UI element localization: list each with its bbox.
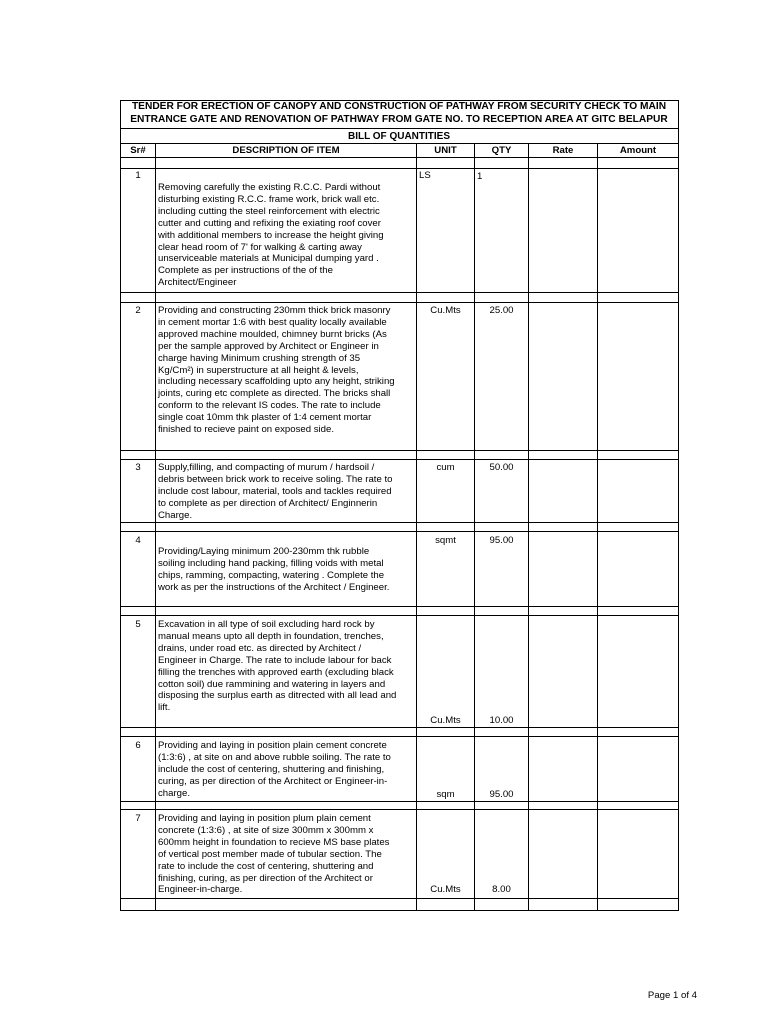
tender-title-line-2: ENTRANCE GATE AND RENOVATION OF PATHWAY FROM GATE NO. TO RECEPTION AREA AT GITC BELAPUR <box>130 113 668 125</box>
item-6-unit: sqm <box>436 789 455 800</box>
header-rate: Rate <box>552 145 574 156</box>
item-1-unit: LS <box>419 170 431 181</box>
item-5-sr: 5 <box>135 619 141 630</box>
item-7-qty: 8.00 <box>492 884 511 895</box>
tender-title-line-1: TENDER FOR ERECTION OF CANOPY AND CONSTRUCTION OF PATHWAY FROM SECURITY CHECK TO MAIN <box>131 101 667 112</box>
item-3-description: Supply,filling, and compacting of murum / hardsoil / debris between brick work to receive soling. The rate to include cost labour, material, tools and tackles required to complete as per direction of Architect/ Enginnerin Charge. <box>158 462 393 521</box>
item-5-qty: 10.00 <box>489 715 514 726</box>
item-2-unit: Cu.Mts <box>430 305 461 316</box>
item-3-unit: cum <box>436 462 455 473</box>
item-1-description: Removing carefully the existing R.C.C. Pardi without disturbing existing R.C.C. frame work, brick wall etc. including cutting the steel reinforcement with electric cutter and cutting and refixing the exiating roof cover with additional members to increase the height giving clear head room of 7' for walking & carting away unserviceable materials at Municipal dumping yard . Complete as per instructions of the of the Architect/Engineer <box>158 182 384 289</box>
item-7-sr: 7 <box>135 813 141 824</box>
header-sr: Sr# <box>130 145 146 156</box>
item-4-sr: 4 <box>135 535 141 546</box>
item-7-description: Providing and laying in position plum plain cement concrete (1:3:6) , at site of size 300mm x 300mm x 600mm height in foundation to recieve MS base plates of vertical post member made of tubular section. The rate to include the cost of centering, shuttering and finishing, curing, as per direction of the Architect or Engineer-in-charge. <box>158 813 390 896</box>
header-unit: UNIT <box>434 145 457 156</box>
item-6-sr: 6 <box>135 740 141 751</box>
item-2-sr: 2 <box>135 305 141 316</box>
header-qty: QTY <box>491 145 512 156</box>
item-5-unit: Cu.Mts <box>430 715 461 726</box>
tender-title <box>120 101 678 126</box>
item-3-sr: 3 <box>135 462 141 473</box>
header-amount: Amount <box>619 145 657 156</box>
item-4-description: Providing/Laying minimum 200-230mm thk rubble soiling including hand packing, filling voids with metal chips, ramming, compacting, watering . Complete the work as per the instructions of the Architect / Engineer. <box>158 546 390 593</box>
bill-of-quantities-subtitle: BILL OF QUANTITIES <box>347 131 451 142</box>
page-number: Page 1 of 4 <box>647 990 697 1001</box>
item-1-qty: 1 <box>477 171 483 182</box>
item-2-qty: 25.00 <box>489 305 514 316</box>
item-2-description: Providing and constructing 230mm thick brick masonry in cement mortar 1:6 with best quality locally available approved machine moulded, chimney burnt bricks (As per the sample approved by Architect or Engineer in charge having Minimum crushing strength of 35 Kg/Cm²) in superstructure at all height & levels, including necessary scaffolding upto any height, striking joints, curing etc complete as directed. The bricks shall conform to the relevant IS codes. The rate to include single coat 10mm thk plaster of 1:4 cement mortar finished to recieve paint on exposed side. <box>158 305 395 436</box>
item-7-unit: Cu.Mts <box>430 884 461 895</box>
header-description: DESCRIPTION OF ITEM <box>232 145 340 156</box>
item-4-qty: 95.00 <box>489 535 514 546</box>
item-6-qty: 95.00 <box>489 789 514 800</box>
item-4-unit: sqmt <box>435 535 456 546</box>
item-3-qty: 50.00 <box>489 462 514 473</box>
item-6-description: Providing and laying in position plain cement concrete (1:3:6) , at site on and above rubble soiling. The rate to include the cost of centering, shuttering and finishing, curing, as per direction of the Architect or Engineer-in- charge. <box>158 740 391 799</box>
item-5-description: Excavation in all type of soil excluding hard rock by manual means upto all depth in foundation, trenches, drains, under road etc. as directed by Architect / Engineer in Charge. The rate to include labour for back filling the trenches with approved earth (excluding black cotton soil) due rammining and watering in layers and disposing the surplus earth as ditrected with all lead and lift. <box>158 619 397 714</box>
item-1-sr: 1 <box>135 170 141 181</box>
